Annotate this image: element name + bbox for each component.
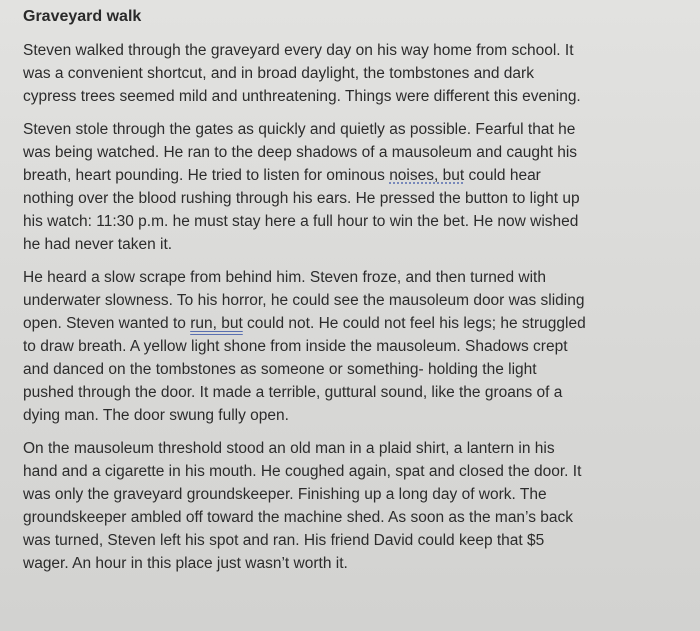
paragraph-1 [23,39,678,108]
text-segment: breath, heart pounding. He tried to listen for ominous [23,167,390,184]
text-line: dying man. The door swung fully open. [23,407,289,424]
text-line: wager. An hour in this place just wasn’t worth it. [23,555,348,572]
text-line: nothing over the blood rushing through his ears. He pressed the button to light up [23,190,580,207]
paragraph-4 [23,437,678,575]
document-title: Graveyard walk [23,8,142,25]
text-line: He heard a slow scrape from behind him. Steven froze, and then turned with [23,269,546,286]
paragraph-3 [23,266,678,427]
text-line: he had never taken it. [23,236,173,253]
text-line: groundskeeper ambled off toward the machine shed. As soon as the man’s back [23,509,574,526]
text-line: Steven walked through the graveyard every day on his way home from school. It [23,42,574,59]
text-line: pushed through the door. It made a terrible, guttural sound, like the groans of a [23,384,563,401]
text-line: Steven stole through the gates as quickly and quietly as possible. Fearful that he [23,121,576,138]
text-segment: could hear [464,167,541,184]
paragraph-2 [23,118,678,256]
text-line: was turned, Steven left his spot and ran. His friend David could keep that $5 [23,532,545,549]
proofing-underline[interactable]: run, but [190,315,243,332]
text-line: On the mausoleum threshold stood an old man in a plaid shirt, a lantern in his [23,440,555,457]
proofing-underline[interactable]: noises, but [389,167,465,184]
text-line: was only the graveyard groundskeeper. Finishing up a long day of work. The [23,486,547,503]
text-line: cypress trees seemed mild and unthreatening. Things were different this evening. [23,88,581,105]
text-line: his watch: 11:30 p.m. he must stay here a full hour to win the bet. He now wished [23,213,579,230]
text-segment: open. Steven wanted to [23,315,191,332]
text-line [23,164,678,187]
text-line: and danced on the tombstones as someone or something- holding the light [23,361,537,378]
text-line: hand and a cigarette in his mouth. He coughed again, spat and closed the door. It [23,463,582,480]
text-segment: could not. He could not feel his legs; he struggled [242,315,586,332]
text-line [23,312,678,335]
text-line: to draw breath. A yellow light shone from inside the mausoleum. Shadows crept [23,338,568,355]
text-line: was being watched. He ran to the deep shadows of a mausoleum and caught his [23,144,578,161]
text-line: was a convenient shortcut, and in broad daylight, the tombstones and dark [23,65,534,82]
text-line: underwater slowness. To his horror, he could see the mausoleum door was sliding [23,292,585,309]
